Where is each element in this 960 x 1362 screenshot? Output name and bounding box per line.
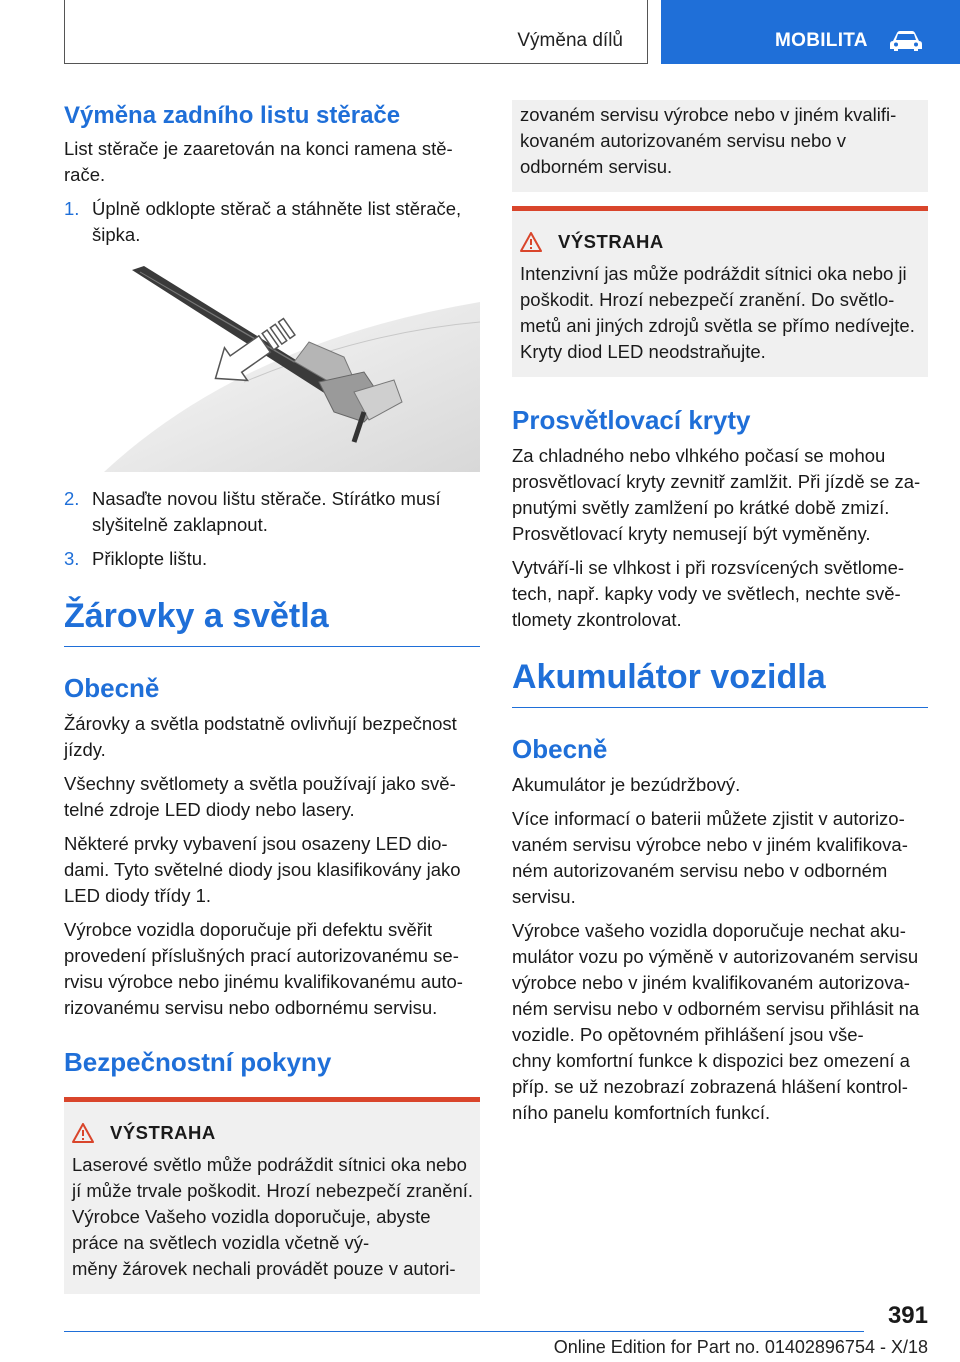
warning-label: VÝSTRAHA xyxy=(110,1122,216,1143)
general-paragraph-3: Některé prvky vybavení jsou osazeny LED dio- dami. Tyto světelné diody jsou klasifikovány jako LED diody třídy 1. xyxy=(64,833,461,906)
warning-text: Intenzivní jas může podráždit sítnici oka nebo ji poškodit. Hrozí nebezpečí zranění. Do světlo- metů ani jiných zdrojů světla se přímo nedívejte. Kryty diod LED neodstraňujte. xyxy=(520,263,915,362)
warning-label: VÝSTRAHA xyxy=(558,231,664,252)
warning-text: Laserové světlo může podráždit sítnici oka nebo jí může trvale poškodit. Hrozí nebezpečí zranění. Výrobce Vašeho vozidla doporučuje, abyste práce na světlech vozidla včetně vý- měny žárovek nechali provádět pouze v autori- xyxy=(72,1154,474,1279)
warning-triangle-icon xyxy=(520,232,542,252)
covers-paragraph-2: Vytváří-li se vlhkost i při rozsvícených světlome- tech, např. kapky vody ve světlech, nechte svě- tlomety zkontrolovat. xyxy=(512,557,905,630)
general-paragraph-2: Všechny světlomety a světla používají jako svě- telné zdroje LED diody nebo lasery. xyxy=(64,773,456,820)
right-column xyxy=(512,100,928,1134)
warning-header xyxy=(520,231,922,253)
section-title: Výměna dílů xyxy=(517,30,623,51)
battery-paragraph-1: Akumulátor je bezúdržbový. xyxy=(512,774,741,795)
warning-continued-text: zovaném servisu výrobce nebo v jiném kvalifi- kovaném autorizovaném servisu nebo v odborném servisu. xyxy=(520,104,897,177)
warning-header xyxy=(72,1122,474,1144)
battery-paragraph-2: Více informací o baterii můžete zjistit v autorizo- vaném servisu výrobce nebo v jiném kvalifikova- ném autorizovaném servisu nebo v odborném servisu. xyxy=(512,808,908,907)
wiper-section-title: Výměna zadního listu stěrače xyxy=(64,102,401,129)
wiper-illustration xyxy=(64,262,480,472)
edition-note: Online Edition for Part no. 01402896754 - X/18 xyxy=(553,1337,928,1357)
step-number: 1. xyxy=(64,198,80,219)
step-1 xyxy=(64,196,480,248)
safety-title: Bezpečnostní pokyny xyxy=(64,1047,332,1077)
step-text: Úplně odklopte stěrač a stáhněte list stěrače, šipka. xyxy=(92,198,462,245)
wiper-removal-figure xyxy=(64,262,480,472)
general-paragraph-1: Žárovky a světla podstatně ovlivňují bezpečnost jízdy. xyxy=(64,713,457,760)
warning-box-brightness xyxy=(512,206,928,377)
wiper-intro: List stěrače je zaaretován na konci ramena stě- rače. xyxy=(64,138,453,185)
covers-paragraph-1: Za chladného nebo vlhkého počasí se mohou prosvětlovací kryty zevnitř zamlžit. Při jízdě se za- pnutými světly zamlžení po krátké době zmizí. Prosvětlovací kryty nemusejí být vyměněny. xyxy=(512,445,921,544)
page-number: 391 xyxy=(887,1302,928,1329)
lights-chapter-title: Žárovky a světla xyxy=(64,594,480,647)
chapter-tab-label: MOBILITA xyxy=(775,30,868,51)
chapter-tab[interactable] xyxy=(661,0,960,64)
battery-paragraph-3: Výrobce vašeho vozidla doporučuje nechat aku- mulátor vozu po výměně v autorizovaném servisu výrobce nebo v jiném kvalifikovaném autorizova- ném servisu nebo v odborném servisu přihlásit na vozidle. Po opětovném přihlášení jsou vše- chny komfortní funkce k dispozici bez omezení a příp. se už nezobrazí zobrazená hlášení kontrol- ního panelu komfortních funkcí. xyxy=(512,920,920,1123)
left-column xyxy=(64,100,480,1294)
covers-title: Prosvětlovací kryty xyxy=(512,405,751,435)
general-title: Obecně xyxy=(64,673,160,703)
step-2 xyxy=(64,486,480,538)
step-number: 2. xyxy=(64,488,80,509)
battery-chapter-title: Akumulátor vozidla xyxy=(512,655,928,708)
warning-box-continued xyxy=(512,100,928,192)
section-header-box xyxy=(64,0,648,64)
page-header xyxy=(0,0,960,66)
step-text: Přiklopte lištu. xyxy=(92,548,208,569)
footer-divider xyxy=(64,1331,864,1332)
car-icon xyxy=(889,30,923,52)
step-3 xyxy=(64,546,480,572)
warning-triangle-icon xyxy=(72,1123,94,1143)
general-paragraph-4: Výrobce vozidla doporučuje při defektu svěřit provedení příslušných prací autorizovanému se- rvisu výrobce nebo jinému kvalifikovanému auto- rizovanému servisu nebo odbornému servisu. xyxy=(64,919,463,1018)
warning-box-laser xyxy=(64,1097,480,1294)
step-text: Nasaďte novou lištu stěrače. Stírátko musí slyšitelně zaklapnout. xyxy=(92,488,441,535)
step-number: 3. xyxy=(64,548,80,569)
battery-general-title: Obecně xyxy=(512,734,608,764)
